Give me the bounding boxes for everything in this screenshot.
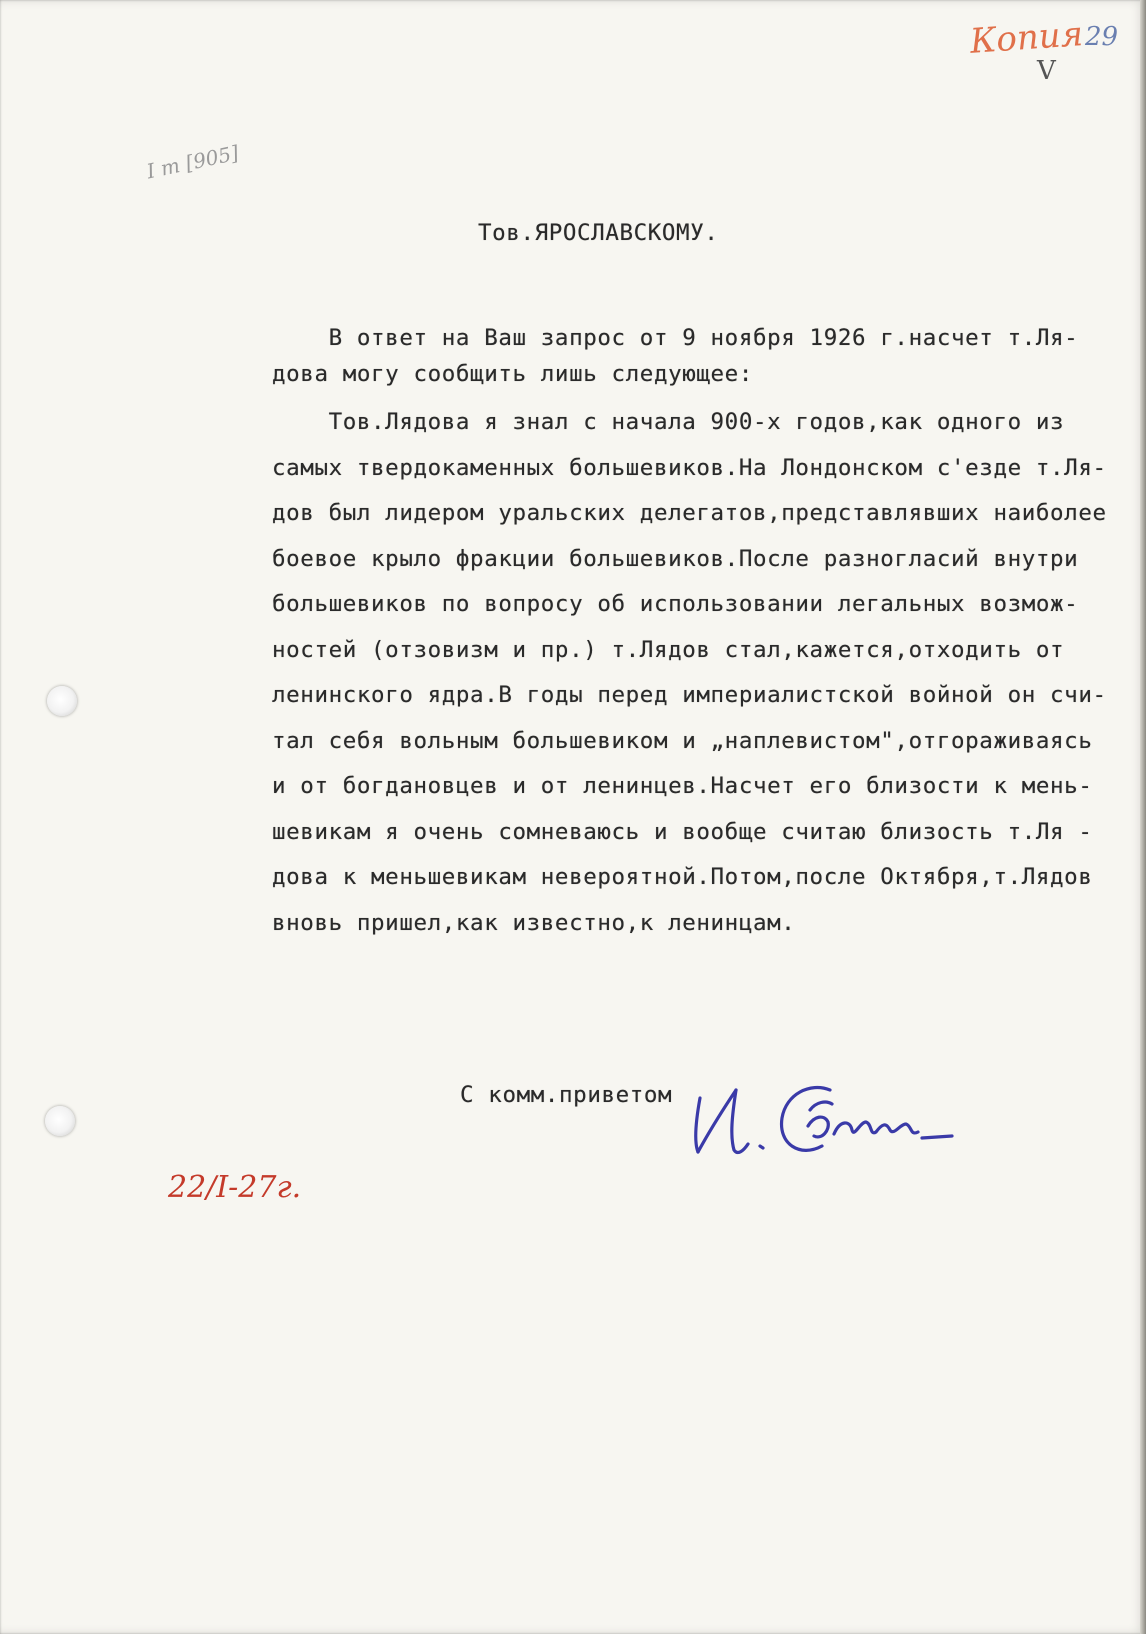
page-number: 29 [1085, 22, 1119, 52]
page-edge-shadow [1140, 0, 1146, 1634]
binder-hole [45, 1106, 75, 1136]
letter-line: дов был лидером уральских делегатов,представлявших наиболее [272, 500, 1107, 526]
letter-line: ленинского ядра.В годы перед империалистской войной он счи- [272, 682, 1107, 708]
date-annotation: 22/I-27г. [168, 1170, 302, 1205]
letter-line: В ответ на Ваш запрос от 9 ноября 1926 г.насчет т.Ля- [272, 325, 1079, 351]
copy-annotation: Копия [968, 14, 1085, 62]
letter-line: вновь пришел,как известно,к ленинцам. [272, 910, 796, 936]
letter-line: Тов.Лядова я знал с начала 900-х годов,как одного из [272, 409, 1065, 435]
letter-line: тал себя вольным большевиком и „наплевистом",отгораживаясь [272, 728, 1093, 754]
checkmark-annotation: V [1037, 56, 1056, 86]
archive-pencil-note: I т [905] [144, 140, 241, 184]
letter-line: и от богдановцев и от ленинцев.Насчет его близости к мень- [272, 773, 1093, 799]
letter-line: большевиков по вопросу об использовании легальных возмож- [272, 591, 1079, 617]
letter-line: дова к меньшевикам невероятной.Потом,после Октября,т.Лядов [272, 864, 1093, 890]
handwritten-signature [690, 1060, 1010, 1170]
closing-salutation: С комм.приветом [460, 1082, 673, 1108]
addressee: Тов.ЯРОСЛАВСКОМУ. [478, 220, 719, 246]
letter-line: ностей (отзовизм и пр.) т.Лядов стал,кажется,отходить от [272, 637, 1065, 663]
letter-line: дова могу сообщить лишь следующее: [272, 361, 753, 387]
binder-hole [47, 686, 77, 716]
letter-line: шевикам я очень сомневаюсь и вообще считаю близость т.Ля - [272, 819, 1093, 845]
letter-line: самых твердокаменных большевиков.На Лондонском с'езде т.Ля- [272, 455, 1107, 481]
letter-line: боевое крыло фракции большевиков.После разногласий внутри [272, 546, 1079, 572]
